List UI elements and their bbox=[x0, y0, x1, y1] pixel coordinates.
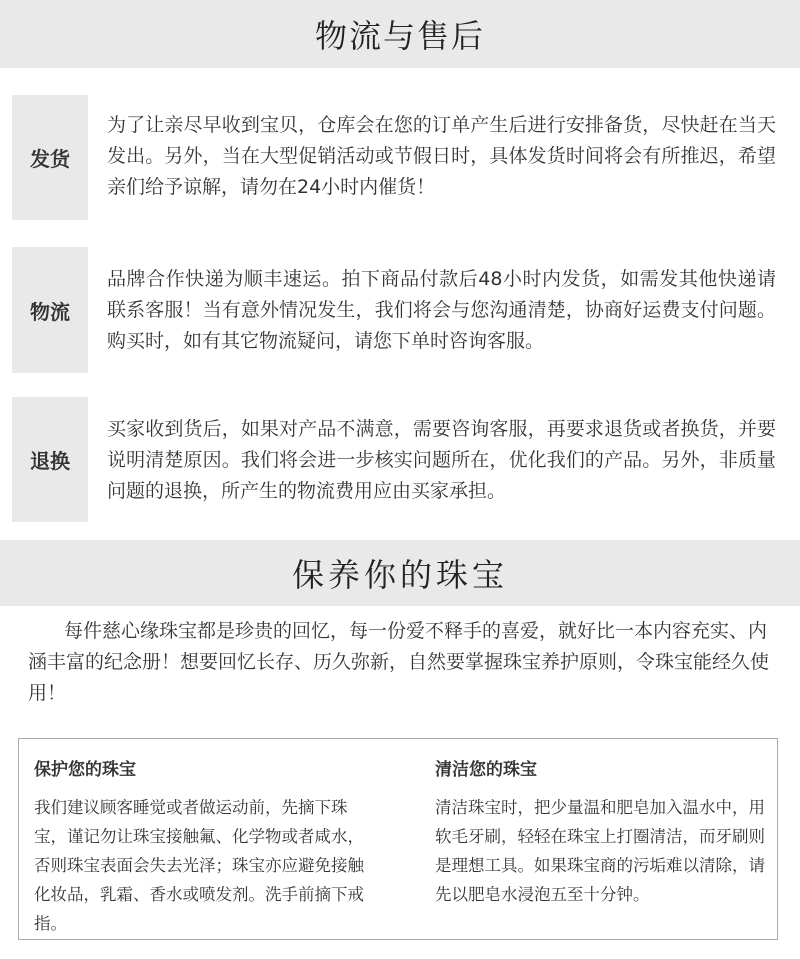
logistics-section-title: 物流与售后 bbox=[314, 17, 485, 55]
shipping-label: 发货 bbox=[12, 95, 88, 220]
care-section-title: 保养你的珠宝 bbox=[291, 556, 508, 594]
return-text: 买家收到货后，如果对产品不满意，需要咨询客服，再要求退货或者换货，并要说明清楚原因。我们将会进一步核实问题所在，优化我们的产品。另外，非质量问题的退换，所产生的物流费用应由买家承担。 bbox=[107, 418, 776, 502]
care-section-header bbox=[0, 540, 800, 606]
protect-jewelry-text: 我们建议顾客睡觉或者做运动前，先摘下珠宝，谨记勿让珠宝接触氟、化学物或者咸水，否则珠宝表面会失去光泽；珠宝亦应避免接触化妆品，乳霜、香水或喷发剂。洗手前摘下戒指。 bbox=[34, 798, 364, 933]
logistics-label: 物流 bbox=[12, 247, 88, 373]
clean-jewelry-text: 清洁珠宝时，把少量温和肥皂加入温水中，用软毛牙刷，轻轻在珠宝上打圈清洁，而牙刷则是理想工具。如果珠宝商的污垢难以清除，请先以肥皂水浸泡五至十分钟。 bbox=[435, 798, 765, 904]
return-label: 退换 bbox=[12, 397, 88, 522]
clean-jewelry-column bbox=[435, 757, 765, 909]
protect-jewelry-column bbox=[34, 757, 364, 938]
clean-jewelry-title: 清洁您的珠宝 bbox=[435, 760, 537, 780]
logistics-policy bbox=[12, 247, 788, 373]
return-policy bbox=[12, 397, 788, 522]
logistics-text: 品牌合作快递为顺丰速运。拍下商品付款后48小时内发货，如需发其他快递请联系客服！当有意外情况发生，我们将会与您沟通清楚，协商好运费支付问题。购买时，如有其它物流疑问，请您下单时咨询客服。 bbox=[107, 268, 776, 352]
care-tips-box bbox=[18, 738, 778, 940]
care-intro-paragraph: 每件慈心缘珠宝都是珍贵的回忆，每一份爱不释手的喜爱，就好比一本内容充实、内涵丰富的纪念册！想要回忆长存、历久弥新，自然要掌握珠宝养护原则，令珠宝能经久使用！ bbox=[28, 620, 770, 704]
shipping-text: 为了让亲尽早收到宝贝，仓库会在您的订单产生后进行安排备货，尽快赶在当天发出。另外，当在大型促销活动或节假日时，具体发货时间将会有所推迟，希望亲们给予谅解，请勿在24小时内催货！ bbox=[107, 114, 776, 198]
logistics-section-header bbox=[0, 0, 800, 68]
protect-jewelry-title: 保护您的珠宝 bbox=[34, 760, 136, 780]
shipping-policy bbox=[12, 95, 788, 220]
